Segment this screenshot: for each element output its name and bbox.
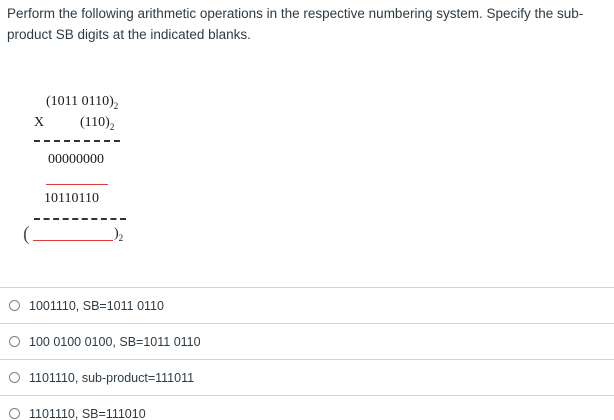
answer-option-2[interactable] [0,323,614,359]
answer-option-3[interactable] [0,359,614,395]
radio-button[interactable] [9,300,20,311]
option-label: 100 0100 0100, SB=1011 0110 [29,334,201,349]
radio-button[interactable] [9,372,20,383]
option-label: 1101110, sub-product=111011 [29,370,195,385]
result-open-paren: ( [23,223,30,245]
result-base: )$_2$ [114,226,124,243]
answer-option-1[interactable] [0,287,614,323]
answer-options [0,287,614,420]
result-blank [33,240,113,241]
dashed-divider [34,140,120,142]
radio-button[interactable] [9,336,20,347]
question-prompt: Perform the following arithmetic operations in the respective numbering system. Specify the sub-product SB digits at the indicated blanks. [7,6,584,42]
option-label: 1101110, SB=111010 [29,406,146,420]
radio-button[interactable] [9,408,20,419]
multiplier: $(110)_2$ [80,115,115,132]
multiply-operator: X [34,115,45,130]
sub-product-blank [46,184,108,185]
option-label: 1001110, SB=1011 0110 [29,298,164,313]
answer-option-4[interactable] [0,395,614,420]
partial-product-1: 00000000 [48,152,104,167]
partial-product-3: 10110110 [44,191,99,206]
dashed-divider [34,218,126,220]
multiplicand: (1011 $0110)_2$ [46,94,119,111]
